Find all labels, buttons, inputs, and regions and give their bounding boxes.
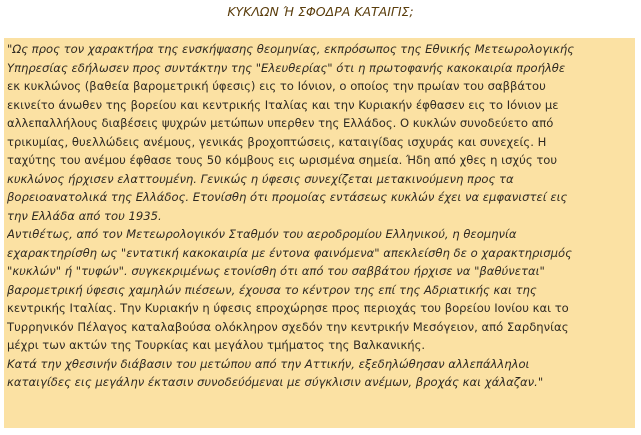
page-title: ΚΥΚΛΩΝ Ή ΣΦΟΔΡΑ ΚΑΤΑΙΓΙΣ;: [227, 4, 414, 19]
quote-line: Αντιθέτως, από τον Μετεωρολογικόν Σταθμόν του αεροδρομίου Ελληνικού, η θεομηνία: [7, 227, 517, 241]
quote-line: εκ κυκλώνος (βαθεία βαρομετρική ύφεσις) εις το Ιόνιον, ο οποίος την πρωίαν του σαββάτου: [7, 79, 546, 93]
quote-line: εκινείτο άνωθεν της βορείου και κεντρικής Ιταλίας και την Κυριακήν έφθασεν εις το Ιόνιον με: [7, 97, 559, 112]
quote-line: καταιγίδες εις μεγάλην έκτασιν συνοδεύόμεναι με σύγκλισιν ανέμων, βροχάς και χάλαζαν.": [7, 375, 544, 389]
quote-line: Τυρρηνικόν Πέλαγος καταλαβούσα ολόκληρον σχεδόν την κεντρικήν Μεσόγειον, από Σαρδηνίας: [7, 319, 569, 334]
quote-box: [4, 38, 635, 428]
quote-line: Κατά την χθεσινήν διάβασιν του μετώπου από την Αττικήν, εξεδηλώθησαν αλλεπάλληλοι: [7, 356, 530, 371]
quote-line: αλλεπαλλήλους διαβέσεις ψυχρών μετώπων υπερθεν της Ελλάδος. Ο κυκλών συνοδεύετο από: [7, 116, 554, 130]
quote-line: "κυκλών" ή "τυφών". συγκεκριμένως ετονίσθη ότι από του σαββάτου ήρχισε να "βαθύνεται": [7, 264, 545, 278]
quote-line: εχαρακτηρίσθη ως "εντατική κακοκαιρία με έντονα φαινόμενα" απεκλείσθη δε ο χαρακτηρισμός: [7, 245, 572, 260]
quote-line: "Ως προς τον χαρακτήρα της ενσκήψασης θεομηνίας, εκπρόσωπος της Εθνικής Μετεωρολογικής: [7, 42, 575, 56]
quote-line: βορειοανατολικά της Ελλάδος. Ετονίσθη ότι προμοίας εντάσεως κυκλών έχει να εμφανιστεί εις: [7, 190, 568, 204]
quote-line: την Ελλάδα από του 1935.: [7, 208, 162, 223]
quote-line: κεντρικής Ιταλίας. Την Κυριακήν η ύφεσις επροχώρησε προς περιοχάς του βορείου Ιονίου και το: [7, 301, 569, 315]
quote-line: μέχρι των ακτών της Τουρκίας και μεγάλου τμήματος της Βαλκανικής.: [7, 338, 426, 352]
quote-line: βαρομετρική ύφεσις χαμηλών πιέσεων, έχουσα το κέντρον της επί της Αδριατικής και της: [7, 282, 537, 297]
quote-line: κυκλώνος ήρχισεν ελαττουμένη. Γενικώς η ύφεσις συνεχίζεται μετακινούμενη προς τα: [7, 171, 514, 186]
quote-line: ταχύτης του ανέμου έφθασε τους 50 κόμβους εις ωρισμένα σημεία. Ήδη από χθες η ισχύς του: [7, 153, 558, 167]
quote-line: Υπηρεσίας εδήλωσεν προς συντάκτην της "Ελευθερίας" ότι η πρωτοφανής κακοκαιρία προήλθε: [7, 60, 566, 75]
quote-line: τρικυμίας, θυελλώδεις ανέμους, γενικάς βροχοπτώσεις, καταιγίδας ισχυράς και συνεχείς. Η: [7, 134, 547, 149]
